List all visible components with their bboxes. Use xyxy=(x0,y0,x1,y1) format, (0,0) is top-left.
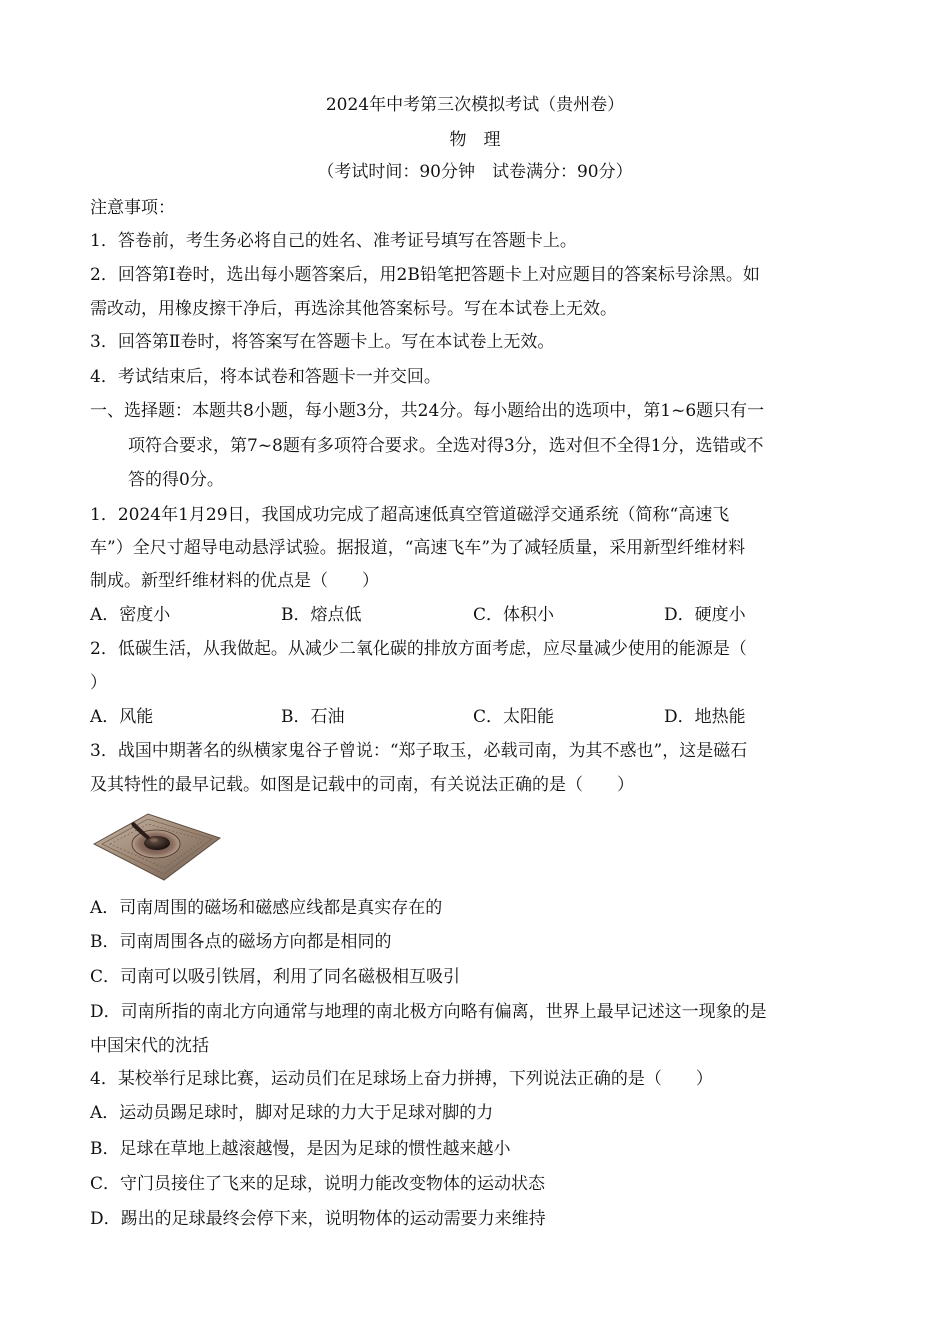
option-b: B．熔点低 xyxy=(281,605,362,625)
section-heading-cont: 项符合要求，第7~8题有多项符合要求。全选对得3分，选对但不全得1分，选错或不 xyxy=(128,436,764,456)
question-stem: ） xyxy=(90,673,107,693)
notice-item: 2．回答第Ⅰ卷时，选出每小题答案后，用2B铅笔把答题卡上对应题目的答案标号涂黑。如 xyxy=(90,265,760,285)
option-d: D．司南所指的南北方向通常与地理的南北极方向略有偏离，世界上最早记述这一现象的是 xyxy=(90,1002,767,1022)
subject-title: 物 理 xyxy=(449,130,501,150)
exam-title: 2024年中考第三次模拟考试（贵州卷） xyxy=(325,95,625,115)
question-stem: 及其特性的最早记载。如图是记载中的司南，有关说法正确的是（ ） xyxy=(90,775,634,795)
option-b: B．足球在草地上越滚越慢，是因为足球的惯性越来越小 xyxy=(90,1139,511,1159)
option-d: D．踢出的足球最终会停下来，说明物体的运动需要力来维持 xyxy=(90,1209,546,1229)
option-a: A．司南周围的磁场和磁感应线都是真实存在的 xyxy=(90,898,443,918)
notice-item: 需改动，用橡皮擦干净后，再选涂其他答案标号。写在本试卷上无效。 xyxy=(90,299,617,319)
notice-item: 1．答卷前，考生务必将自己的姓名、准考证号填写在答题卡上。 xyxy=(90,231,577,251)
notice-item: 4．考试结束后，将本试卷和答题卡一并交回。 xyxy=(90,367,441,387)
option-c: C．太阳能 xyxy=(473,707,555,727)
question-stem: 4．某校举行足球比赛，运动员们在足球场上奋力拼搏，下列说法正确的是（ ） xyxy=(90,1069,713,1089)
section-heading-cont: 答的得0分。 xyxy=(128,470,224,490)
option-c: C．体积小 xyxy=(473,605,555,625)
question-stem: 制成。新型纤维材料的优点是（ ） xyxy=(90,571,379,591)
option-c: C．守门员接住了飞来的足球，说明力能改变物体的运动状态 xyxy=(90,1174,546,1194)
option-b: B．石油 xyxy=(281,707,345,727)
sinan-compass-image xyxy=(90,804,224,886)
question-stem: 1．2024年1月29日，我国成功完成了超高速低真空管道磁浮交通系统（简称“高速飞 xyxy=(90,505,730,525)
option-a: A．风能 xyxy=(90,707,154,727)
option-c: C．司南可以吸引铁屑，利用了同名磁极相互吸引 xyxy=(90,967,461,987)
option-d: D．地热能 xyxy=(664,707,746,727)
notice-item: 3．回答第Ⅱ卷时，将答案写在答题卡上。写在本试卷上无效。 xyxy=(90,332,555,352)
question-stem: 2．低碳生活，从我做起。从减少二氧化碳的排放方面考虑，应尽量减少使用的能源是（ xyxy=(90,639,747,659)
option-d: D．硬度小 xyxy=(664,605,746,625)
question-stem: 3．战国中期著名的纵横家鬼谷子曾说：“郑子取玉，必载司南，为其不惑也”，这是磁石 xyxy=(90,741,748,761)
option-a: A．密度小 xyxy=(90,605,171,625)
question-stem: 车”）全尺寸超导电动悬浮试验。据报道，“高速飞车”为了减轻质量，采用新型纤维材料 xyxy=(90,538,746,558)
exam-info: （考试时间：90分钟 试卷满分：90分） xyxy=(317,162,633,182)
section-heading: 一、选择题：本题共8小题，每小题3分，共24分。每小题给出的选项中，第1~6题只有一 xyxy=(90,401,765,421)
option-a: A．运动员踢足球时，脚对足球的力大于足球对脚的力 xyxy=(90,1103,494,1123)
notice-heading: 注意事项： xyxy=(90,198,175,218)
option-d-cont: 中国宋代的沈括 xyxy=(90,1036,209,1056)
option-b: B．司南周围各点的磁场方向都是相同的 xyxy=(90,932,392,952)
